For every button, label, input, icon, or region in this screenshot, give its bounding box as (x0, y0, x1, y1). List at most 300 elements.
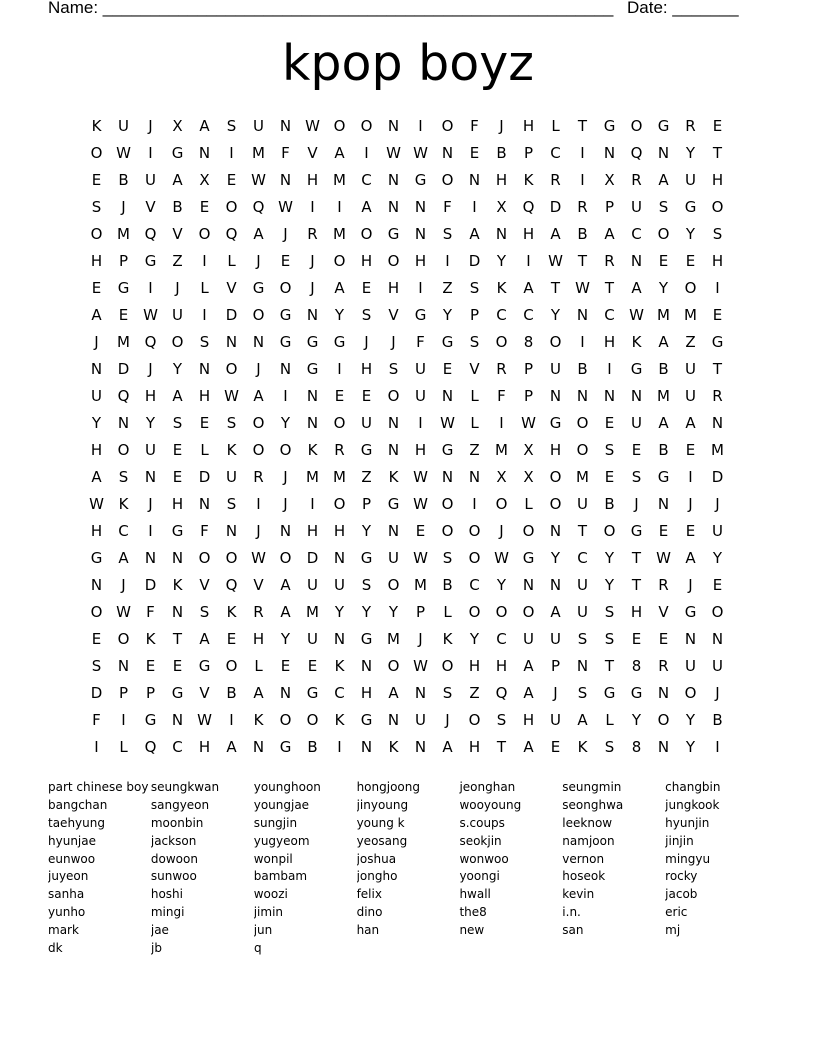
word-list-item: vernon (562, 851, 605, 866)
grid-row (83, 572, 731, 599)
word-list-item: yoongi (459, 869, 500, 884)
grid-letter: J (634, 495, 639, 513)
word-list-row (48, 904, 768, 922)
grid-letter: M (306, 468, 319, 486)
grid-letter: O (225, 657, 238, 675)
grid-letter: M (333, 171, 346, 189)
grid-letter: X (496, 198, 507, 216)
grid-letter: C (631, 225, 642, 243)
grid-letter: A (172, 387, 183, 405)
grid-letter: O (198, 549, 211, 567)
grid-letter: P (415, 603, 426, 621)
grid-letter: G (198, 657, 211, 675)
grid-row (83, 653, 731, 680)
grid-letter: O (549, 333, 562, 351)
grid-letter: N (684, 630, 697, 648)
grid-letter: E (361, 279, 372, 297)
grid-letter: N (711, 414, 724, 432)
grid-letter: I (337, 198, 342, 216)
grid-letter: H (495, 171, 508, 189)
grid-letter: O (279, 441, 292, 459)
grid-letter: N (657, 144, 670, 162)
word-list-row (48, 851, 768, 869)
grid-letter: L (605, 711, 614, 729)
grid-letter: Y (631, 711, 642, 729)
grid-letter: N (279, 117, 292, 135)
grid-letter: A (523, 657, 534, 675)
grid-letter: E (415, 522, 426, 540)
grid-letter: U (631, 198, 642, 216)
grid-letter: W (440, 414, 455, 432)
grid-letter: W (251, 171, 266, 189)
grid-letter: O (279, 711, 292, 729)
grid-letter: R (712, 387, 723, 405)
grid-letter: U (415, 360, 426, 378)
grid-letter: E (307, 657, 318, 675)
grid-letter: N (414, 225, 427, 243)
grid-letter: J (715, 684, 720, 702)
grid-letter: N (387, 171, 400, 189)
grid-letter: J (94, 333, 99, 351)
grid-letter: I (256, 495, 261, 513)
word-list-item: new (459, 923, 485, 938)
grid-letter: O (576, 441, 589, 459)
grid-letter: J (256, 522, 261, 540)
grid-letter: P (523, 360, 534, 378)
grid-letter: N (468, 468, 481, 486)
grid-letter: K (307, 441, 318, 459)
grid-letter: G (684, 198, 697, 216)
grid-letter: B (496, 144, 507, 162)
grid-letter: E (658, 522, 669, 540)
word-list-item: changbin (665, 780, 721, 794)
grid-letter: D (117, 360, 130, 378)
grid-letter: S (118, 468, 129, 486)
grid-letter: W (278, 198, 293, 216)
grid-letter: E (631, 630, 642, 648)
grid-letter: J (283, 225, 288, 243)
grid-letter: N (117, 657, 130, 675)
grid-letter: H (603, 333, 616, 351)
word-list-item: kevin (562, 887, 595, 902)
grid-letter: P (469, 306, 480, 324)
grid-letter: S (658, 198, 669, 216)
word-list-item: hoshi (150, 887, 183, 902)
grid-letter: B (658, 441, 669, 459)
grid-letter: B (577, 225, 588, 243)
grid-letter: G (441, 441, 454, 459)
grid-letter: J (256, 360, 261, 378)
grid-letter: G (171, 684, 184, 702)
word-list-item: jinyoung (356, 797, 409, 812)
grid-letter: I (472, 198, 477, 216)
grid-letter: N (414, 684, 427, 702)
grid-letter: E (91, 630, 102, 648)
grid-letter: C (604, 306, 615, 324)
grid-letter: O (549, 468, 562, 486)
word-list (48, 779, 768, 958)
grid-letter: G (522, 549, 535, 567)
grid-letter: M (333, 225, 346, 243)
grid-letter: N (198, 360, 211, 378)
grid-letter: H (198, 387, 211, 405)
grid-letter: E (469, 144, 480, 162)
grid-letter: L (254, 657, 263, 675)
grid-letter: O (441, 495, 454, 513)
grid-letter: N (117, 414, 130, 432)
grid-letter: O (657, 225, 670, 243)
word-list-item: joshua (356, 851, 397, 866)
grid-letter: E (280, 252, 291, 270)
grid-row (83, 383, 731, 410)
grid-letter: O (360, 117, 373, 135)
grid-letter: W (413, 144, 428, 162)
word-list-item: wooyoung (459, 797, 522, 812)
grid-letter: E (712, 576, 723, 594)
grid-letter: Z (172, 252, 183, 270)
grid-letter: J (499, 522, 504, 540)
grid-letter: U (631, 414, 642, 432)
grid-letter: A (199, 117, 210, 135)
grid-letter: I (148, 279, 153, 297)
grid-letter: K (631, 333, 642, 351)
grid-letter: E (226, 630, 237, 648)
word-list-item: mingi (150, 905, 185, 920)
grid-letter: A (604, 225, 615, 243)
grid-letter: B (118, 171, 129, 189)
grid-letter: U (91, 387, 102, 405)
grid-letter: O (495, 603, 508, 621)
grid-letter: P (604, 198, 615, 216)
grid-letter: Q (225, 225, 238, 243)
grid-letter: U (307, 630, 318, 648)
grid-letter: E (118, 306, 129, 324)
grid-letter: N (387, 522, 400, 540)
word-list-item: hyunjin (665, 815, 710, 830)
grid-letter: A (658, 171, 669, 189)
grid-letter: M (657, 387, 670, 405)
grid-letter: O (684, 684, 697, 702)
grid-letter: E (199, 414, 210, 432)
grid-letter: K (334, 657, 345, 675)
word-list-item: part chinese boy (48, 780, 149, 794)
grid-letter: S (469, 333, 480, 351)
word-list-item: namjoon (562, 833, 615, 848)
grid-letter: N (657, 495, 670, 513)
grid-letter: Q (630, 144, 643, 162)
grid-letter: K (118, 495, 129, 513)
grid-letter: O (441, 522, 454, 540)
grid-letter: G (711, 333, 724, 351)
grid-letter: G (684, 603, 697, 621)
grid-letter: 8 (631, 738, 642, 756)
grid-letter: L (227, 252, 236, 270)
grid-letter: O (576, 414, 589, 432)
grid-letter: E (334, 387, 345, 405)
grid-letter: U (577, 603, 588, 621)
grid-letter: V (253, 576, 264, 594)
grid-letter: M (414, 576, 427, 594)
grid-letter: K (145, 630, 156, 648)
grid-letter: J (310, 279, 315, 297)
word-list-item: jacob (665, 887, 698, 902)
grid-letter: I (202, 306, 207, 324)
word-list-item: jimin (253, 905, 284, 920)
grid-letter: R (658, 576, 669, 594)
grid-letter: N (306, 414, 319, 432)
grid-letter: G (387, 225, 400, 243)
grid-letter: Z (361, 468, 372, 486)
grid-letter: F (146, 603, 155, 621)
grid-letter: U (253, 117, 264, 135)
word-list-item: seungmin (562, 780, 622, 794)
grid-letter: I (310, 198, 315, 216)
grid-letter: N (495, 225, 508, 243)
grid-letter: S (469, 279, 480, 297)
grid-row (83, 275, 731, 302)
grid-letter: U (172, 306, 183, 324)
grid-letter: G (603, 117, 616, 135)
grid-letter: F (92, 711, 101, 729)
grid-letter: T (631, 549, 642, 567)
grid-letter: O (333, 414, 346, 432)
word-list-item: sanha (48, 887, 85, 902)
grid-letter: U (577, 576, 588, 594)
grid-letter: Y (685, 144, 696, 162)
word-list-item: jongho (356, 869, 398, 884)
grid-letter: O (603, 522, 616, 540)
grid-letter: I (580, 144, 585, 162)
grid-row (83, 518, 731, 545)
grid-letter: H (171, 495, 184, 513)
grid-letter: Y (685, 711, 696, 729)
grid-letter: I (445, 252, 450, 270)
word-list-item: hwall (459, 887, 491, 902)
grid-letter: N (279, 522, 292, 540)
grid-letter: N (387, 441, 400, 459)
word-list-item: s.coups (459, 815, 505, 830)
grid-letter: T (550, 279, 561, 297)
grid-letter: N (441, 387, 454, 405)
grid-letter: A (91, 468, 102, 486)
word-list-item: wonwoo (459, 851, 509, 866)
grid-letter: A (577, 711, 588, 729)
word-list-item: bangchan (48, 797, 108, 812)
grid-letter: S (226, 117, 237, 135)
word-list-item: yeosang (356, 833, 408, 848)
grid-letter: N (549, 576, 562, 594)
grid-letter: G (171, 522, 184, 540)
grid-letter: J (148, 117, 153, 135)
grid-letter: O (90, 603, 103, 621)
grid-letter: N (225, 333, 238, 351)
grid-letter: Y (712, 549, 723, 567)
grid-letter: N (441, 468, 454, 486)
grid-letter: S (361, 576, 372, 594)
grid-letter: X (523, 441, 534, 459)
word-list-item: san (562, 923, 584, 938)
grid-letter: Y (280, 414, 291, 432)
grid-letter: O (495, 333, 508, 351)
grid-letter: A (334, 144, 345, 162)
word-list-item: mingyu (665, 851, 711, 866)
word-list-item: hyunjae (48, 833, 96, 848)
grid-letter: E (172, 441, 183, 459)
grid-letter: I (499, 414, 504, 432)
grid-letter: N (360, 657, 373, 675)
grid-letter: B (712, 711, 723, 729)
grid-letter: O (225, 198, 238, 216)
grid-letter: G (630, 360, 643, 378)
grid-letter: B (604, 495, 615, 513)
grid-letter: H (495, 657, 508, 675)
grid-letter: U (415, 387, 426, 405)
grid-letter: D (549, 198, 562, 216)
grid-letter: W (548, 252, 563, 270)
grid-letter: N (90, 360, 103, 378)
grid-letter: Y (280, 630, 291, 648)
grid-letter: H (468, 657, 481, 675)
grid-letter: E (280, 657, 291, 675)
grid-letter: M (576, 468, 589, 486)
grid-letter: E (658, 252, 669, 270)
grid-letter: U (712, 657, 723, 675)
grid-letter: N (387, 414, 400, 432)
grid-letter: G (414, 171, 427, 189)
grid-letter: J (283, 495, 288, 513)
grid-letter: C (361, 171, 372, 189)
grid-letter: S (442, 684, 453, 702)
grid-letter: S (442, 225, 453, 243)
grid-letter: Y (658, 279, 669, 297)
grid-row (83, 464, 731, 491)
word-list-item: eric (665, 905, 688, 920)
grid-letter: H (522, 711, 535, 729)
grid-letter: S (604, 603, 615, 621)
word-list-item: hoseok (562, 869, 606, 884)
grid-letter: R (658, 657, 669, 675)
grid-letter: G (279, 306, 292, 324)
word-list-item: jae (150, 923, 169, 938)
grid-letter: E (685, 522, 696, 540)
grid-letter: A (658, 333, 669, 351)
grid-letter: E (550, 738, 561, 756)
grid-letter: E (631, 441, 642, 459)
grid-letter: S (226, 495, 237, 513)
grid-letter: I (580, 333, 585, 351)
grid-letter: C (334, 684, 345, 702)
grid-letter: E (145, 657, 156, 675)
grid-letter: O (198, 225, 211, 243)
grid-letter: O (468, 522, 481, 540)
grid-letter: B (172, 198, 183, 216)
grid-letter: O (117, 441, 130, 459)
grid-letter: I (202, 252, 207, 270)
grid-letter: J (148, 495, 153, 513)
grid-letter: H (306, 522, 319, 540)
grid-letter: A (280, 603, 291, 621)
grid-letter: A (226, 738, 237, 756)
word-list-row (48, 779, 768, 797)
grid-letter: O (90, 225, 103, 243)
grid-letter: N (657, 738, 670, 756)
grid-letter: Z (685, 333, 696, 351)
grid-letter: K (442, 630, 453, 648)
grid-letter: G (306, 684, 319, 702)
grid-letter: W (197, 711, 212, 729)
grid-letter: E (604, 468, 615, 486)
grid-letter: A (334, 279, 345, 297)
grid-letter: J (553, 684, 558, 702)
grid-letter: J (391, 333, 396, 351)
grid-letter: N (387, 711, 400, 729)
word-search-grid (83, 113, 731, 761)
grid-letter: M (306, 603, 319, 621)
grid-letter: K (334, 711, 345, 729)
grid-letter: I (310, 495, 315, 513)
grid-letter: W (575, 279, 590, 297)
word-list-item: youngjae (253, 797, 310, 812)
grid-letter: Q (144, 333, 157, 351)
grid-letter: I (607, 360, 612, 378)
grid-letter: N (252, 333, 265, 351)
grid-letter: Q (495, 684, 508, 702)
grid-letter: G (360, 441, 373, 459)
grid-letter: A (523, 738, 534, 756)
grid-letter: M (252, 144, 265, 162)
grid-letter: P (523, 144, 534, 162)
grid-letter: Y (604, 549, 615, 567)
grid-letter: B (307, 738, 318, 756)
grid-letter: E (658, 630, 669, 648)
grid-letter: P (361, 495, 372, 513)
grid-letter: O (252, 414, 265, 432)
grid-letter: W (413, 549, 428, 567)
grid-letter: H (414, 252, 427, 270)
grid-letter: N (603, 387, 616, 405)
word-list-item: mj (665, 923, 681, 938)
grid-letter: N (279, 360, 292, 378)
grid-letter: K (253, 711, 264, 729)
grid-letter: T (496, 738, 507, 756)
grid-letter: K (388, 468, 399, 486)
grid-letter: I (715, 738, 720, 756)
grid-letter: A (523, 279, 534, 297)
word-list-item: jeonghan (459, 780, 516, 794)
grid-letter: U (712, 522, 723, 540)
word-list-item: hongjoong (356, 780, 420, 794)
grid-letter: N (576, 387, 589, 405)
word-list-item: mark (48, 923, 79, 938)
grid-letter: N (279, 684, 292, 702)
grid-letter: N (603, 144, 616, 162)
grid-letter: K (388, 738, 399, 756)
grid-letter: W (413, 657, 428, 675)
grid-letter: O (279, 279, 292, 297)
grid-letter: G (630, 684, 643, 702)
grid-letter: O (441, 171, 454, 189)
grid-letter: 8 (523, 333, 534, 351)
grid-letter: I (580, 171, 585, 189)
grid-letter: I (229, 144, 234, 162)
grid-letter: I (148, 522, 153, 540)
grid-letter: H (630, 603, 643, 621)
grid-letter: G (360, 549, 373, 567)
grid-letter: O (387, 657, 400, 675)
word-list-item: rocky (665, 869, 698, 884)
grid-letter: S (604, 441, 615, 459)
grid-letter: U (226, 468, 237, 486)
